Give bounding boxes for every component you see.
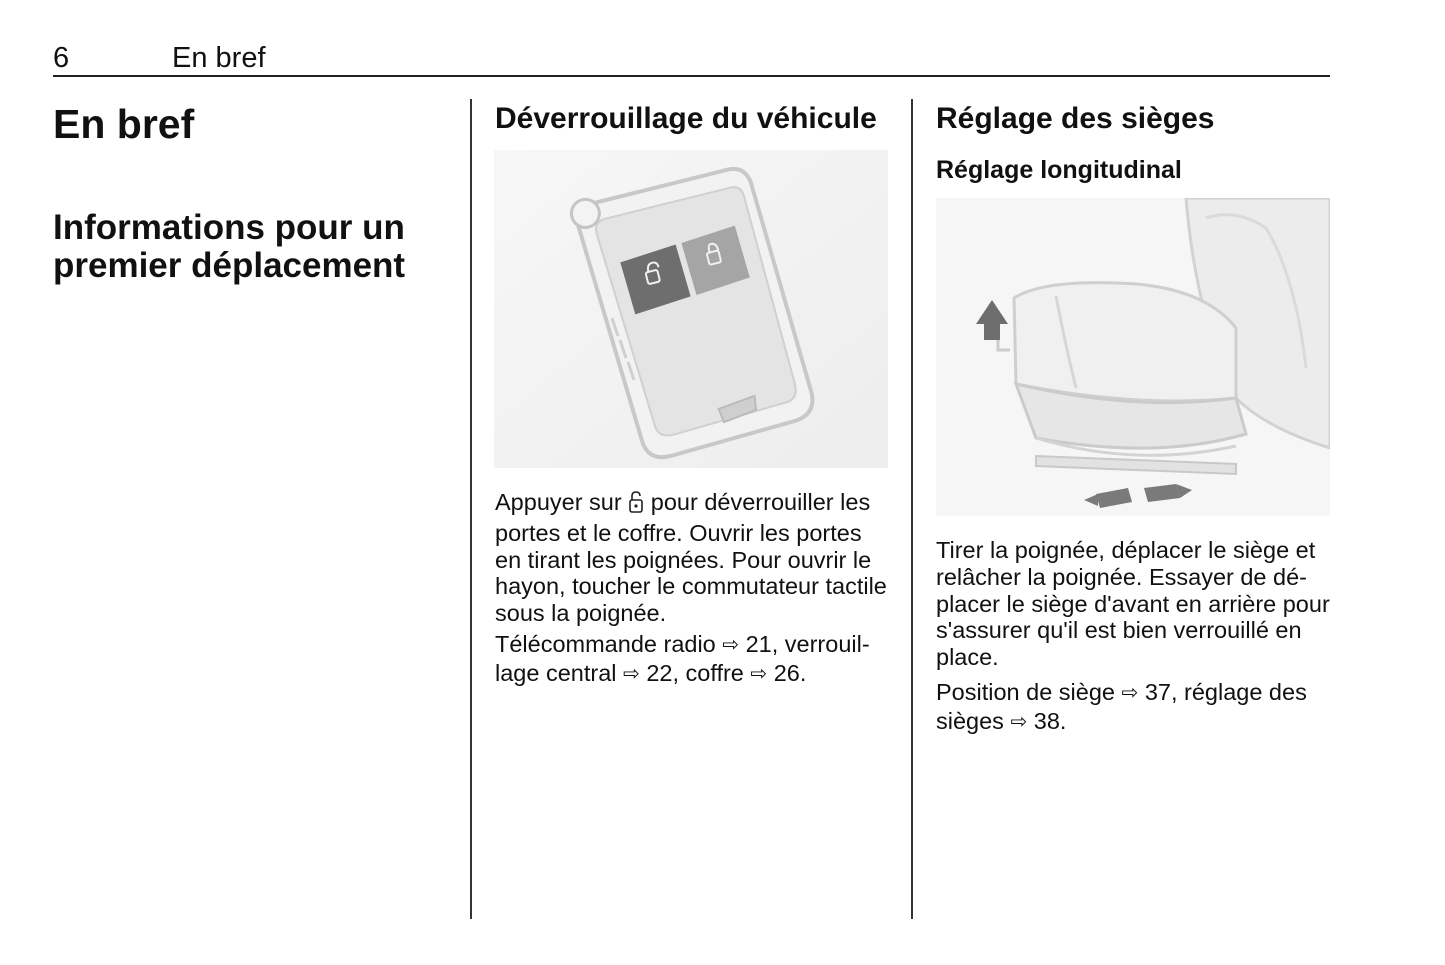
- ref-arrow-icon: ⇨: [722, 634, 740, 656]
- seat-figure: [936, 198, 1330, 516]
- ref-link-37[interactable]: 37: [1144, 679, 1171, 705]
- instr-rest: pour déverrouiller les portes et le coffre. Ouvrir les portes en tirant les poignées. Pour ouvrir le hayon, toucher le commutateur tactile sous la poignée.: [495, 489, 887, 627]
- unlock-heading: Déverrouillage du véhicule: [495, 102, 877, 135]
- instr-prefix: Appuyer sur: [495, 489, 622, 515]
- page-number: 6: [53, 42, 70, 74]
- ref-link-38[interactable]: 38: [1033, 707, 1060, 734]
- running-header: En bref: [172, 42, 266, 74]
- key-fob-figure: [494, 150, 888, 468]
- ref-arrow-icon: ⇨: [750, 662, 768, 685]
- seat-heading: Réglage des sièges: [936, 102, 1215, 135]
- ref-text-2: , verrouil-lage central: [495, 631, 870, 686]
- unlock-icon: [628, 490, 644, 520]
- column-divider-2: [911, 99, 913, 919]
- seat-references: [936, 679, 1331, 737]
- page-title: En bref: [53, 101, 195, 147]
- ref-arrow-icon: ⇨: [623, 662, 640, 685]
- car-key-fob-illustration: [494, 150, 888, 468]
- ref-link-26[interactable]: 26: [773, 659, 800, 686]
- ref-arrow-icon: ⇨: [1121, 682, 1139, 704]
- unlock-instructions: [495, 489, 890, 627]
- ref-text-2: , réglage des sièges: [936, 679, 1307, 734]
- ref-text-1: Télécommande radio: [495, 631, 716, 657]
- ref-arrow-icon: ⇨: [1010, 710, 1028, 733]
- header-divider: [53, 75, 1330, 77]
- seat-subheading: Réglage longitudinal: [936, 156, 1182, 184]
- seat-instructions: Tirer la poignée, déplacer le siège et relâcher la poignée. Essayer de dé-placer le siège d'avant en arrière pour s'assurer qu'il est bien verrouillé en place.: [936, 537, 1330, 671]
- ref-text-3: , coffre: [672, 659, 744, 686]
- ref-link-21[interactable]: 21: [745, 631, 772, 657]
- ref-text-4: .: [799, 659, 807, 686]
- ref-link-22[interactable]: 22: [646, 659, 673, 686]
- column-divider-1: [470, 99, 472, 919]
- ref-text-3: .: [1059, 707, 1067, 734]
- seat-adjustment-illustration: [936, 198, 1330, 516]
- unlock-references: [495, 631, 890, 689]
- ref-text-1: Position de siège: [936, 679, 1115, 705]
- section-title: Informations pour un premier déplacement: [53, 208, 406, 285]
